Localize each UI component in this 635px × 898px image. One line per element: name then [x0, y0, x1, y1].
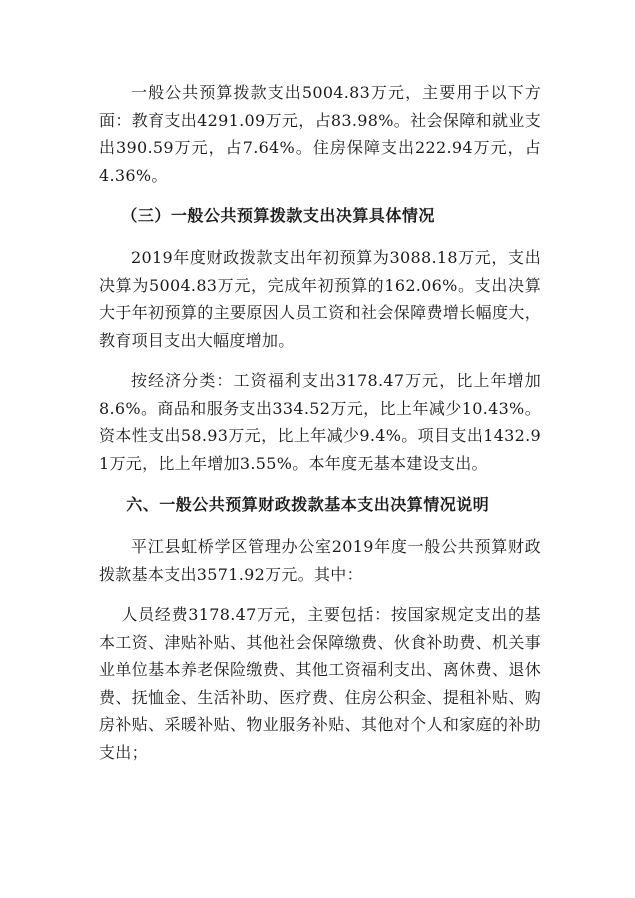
- paragraph-expenditure-summary: 一般公共预算拨款支出5004.83万元，主要用于以下方面：教育支出4291.09万元，占83.98%。社会保障和就业支出390.59万元，占7.64%。住房保障支出222.94万元，占4.36%。: [99, 83, 541, 185]
- section-heading-specific-expenditure: （三）一般公共预算拨款支出决算具体情况: [121, 206, 435, 225]
- paragraph-personnel-expenses: 人员经费3178.47万元，主要包括：按国家规定支出的基本工资、津贴补贴、其他社会保障缴费、伙食补助费、机关事业单位基本养老保险缴费、其他工资福利支出、离休费、退休费、抚恤金、生活补助、医疗费、住房公积金、提租补贴、购房补贴、采暖补贴、物业服务补贴、其他对个人和家庭的补助支出；: [99, 605, 541, 762]
- section-heading-basic-expenditure: 六、一般公共预算财政拨款基本支出决算情况说明: [126, 495, 490, 514]
- paragraph-budget-comparison: 2019年度财政拨款支出年初预算为3088.18万元，支出决算为5004.83万元，完成年初预算的162.06%。支出决算大于年初预算的主要原因人员工资和社会保障费增长幅度大，教育项目支出大幅度增加。: [99, 248, 541, 350]
- paragraph-basic-expenditure-total: 平江县虹桥学区管理办公室2019年度一般公共预算财政拨款基本支出3571.92万元。其中：: [99, 537, 541, 584]
- paragraph-economic-classification: 按经济分类：工资福利支出3178.47万元，比上年增加8.6%。商品和服务支出334.52万元，比上年减少10.43%。资本性支出58.93万元，比上年减少9.4%。项目支出1432.91万元，比上年增加3.55%。本年度无基本建设支出。: [99, 371, 541, 473]
